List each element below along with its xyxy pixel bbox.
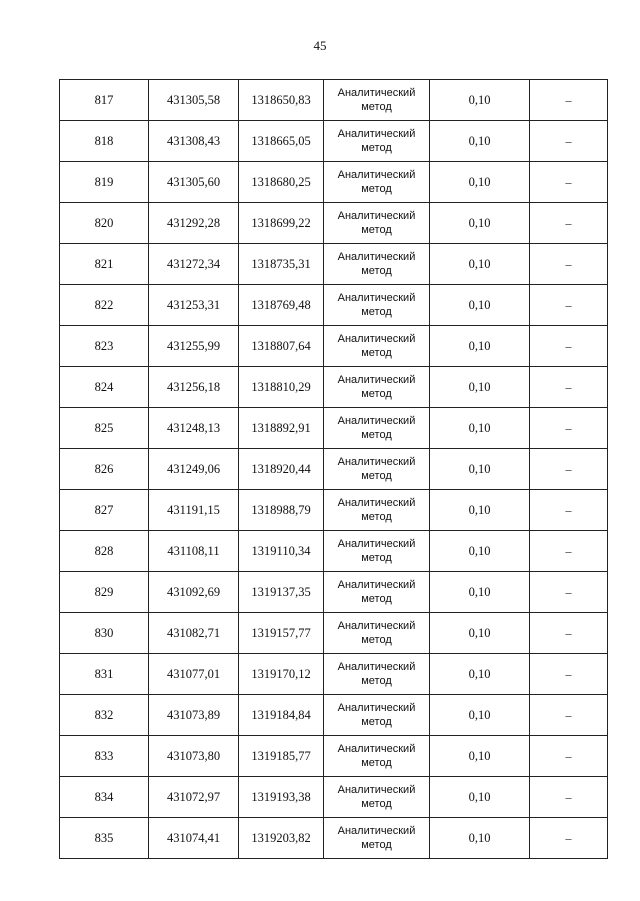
note-cell: – (530, 490, 608, 531)
method-line-2: метод (361, 511, 392, 523)
point-number-cell: 823 (60, 326, 149, 367)
method-line-1: Аналитический (337, 87, 416, 99)
method-line-2: метод (361, 224, 392, 236)
x-coordinate-cell: 431253,31 (149, 285, 239, 326)
method-line-1: Аналитический (337, 825, 416, 837)
table-row (60, 818, 608, 859)
y-coordinate-cell: 1318699,22 (239, 203, 324, 244)
method-cell (324, 654, 430, 695)
note-cell: – (530, 203, 608, 244)
method-line-1: Аналитический (337, 620, 416, 632)
method-cell (324, 695, 430, 736)
table-row (60, 285, 608, 326)
method-line-2: метод (361, 716, 392, 728)
method-line-1: Аналитический (337, 538, 416, 550)
method-cell (324, 367, 430, 408)
table-row (60, 449, 608, 490)
note-cell: – (530, 613, 608, 654)
method-line-1: Аналитический (337, 743, 416, 755)
accuracy-cell: 0,10 (430, 121, 530, 162)
note-cell: – (530, 531, 608, 572)
y-coordinate-cell: 1318920,44 (239, 449, 324, 490)
method-cell (324, 736, 430, 777)
accuracy-cell: 0,10 (430, 408, 530, 449)
table-row (60, 367, 608, 408)
point-number-cell: 833 (60, 736, 149, 777)
x-coordinate-cell: 431108,11 (149, 531, 239, 572)
method-cell (324, 203, 430, 244)
method-cell (324, 80, 430, 121)
accuracy-cell: 0,10 (430, 203, 530, 244)
table-row (60, 408, 608, 449)
method-line-2: метод (361, 183, 392, 195)
x-coordinate-cell: 431082,71 (149, 613, 239, 654)
method-line-1: Аналитический (337, 333, 416, 345)
x-coordinate-cell: 431255,99 (149, 326, 239, 367)
method-line-1: Аналитический (337, 661, 416, 673)
accuracy-cell: 0,10 (430, 736, 530, 777)
accuracy-cell: 0,10 (430, 285, 530, 326)
method-line-1: Аналитический (337, 292, 416, 304)
point-number-cell: 834 (60, 777, 149, 818)
table-row (60, 736, 608, 777)
x-coordinate-cell: 431305,60 (149, 162, 239, 203)
y-coordinate-cell: 1319203,82 (239, 818, 324, 859)
y-coordinate-cell: 1319184,84 (239, 695, 324, 736)
method-cell (324, 777, 430, 818)
method-line-1: Аналитический (337, 702, 416, 714)
point-number-cell: 832 (60, 695, 149, 736)
point-number-cell: 826 (60, 449, 149, 490)
accuracy-cell: 0,10 (430, 367, 530, 408)
x-coordinate-cell: 431249,06 (149, 449, 239, 490)
table-row (60, 531, 608, 572)
x-coordinate-cell: 431074,41 (149, 818, 239, 859)
y-coordinate-cell: 1319137,35 (239, 572, 324, 613)
method-line-1: Аналитический (337, 210, 416, 222)
accuracy-cell: 0,10 (430, 244, 530, 285)
table-row (60, 490, 608, 531)
method-cell (324, 613, 430, 654)
point-number-cell: 828 (60, 531, 149, 572)
page-number: 45 (313, 38, 327, 53)
y-coordinate-cell: 1318810,29 (239, 367, 324, 408)
method-line-2: метод (361, 429, 392, 441)
note-cell: – (530, 80, 608, 121)
point-number-cell: 831 (60, 654, 149, 695)
table-row (60, 572, 608, 613)
method-line-2: метод (361, 634, 392, 646)
y-coordinate-cell: 1318665,05 (239, 121, 324, 162)
y-coordinate-cell: 1318650,83 (239, 80, 324, 121)
method-cell (324, 572, 430, 613)
note-cell: – (530, 244, 608, 285)
x-coordinate-cell: 431092,69 (149, 572, 239, 613)
y-coordinate-cell: 1318735,31 (239, 244, 324, 285)
method-line-2: метод (361, 306, 392, 318)
y-coordinate-cell: 1319110,34 (239, 531, 324, 572)
table-row (60, 654, 608, 695)
method-line-1: Аналитический (337, 579, 416, 591)
method-line-2: метод (361, 593, 392, 605)
y-coordinate-cell: 1319185,77 (239, 736, 324, 777)
method-cell (324, 531, 430, 572)
table-row (60, 777, 608, 818)
point-number-cell: 817 (60, 80, 149, 121)
x-coordinate-cell: 431272,34 (149, 244, 239, 285)
method-line-2: метод (361, 757, 392, 769)
y-coordinate-cell: 1318769,48 (239, 285, 324, 326)
point-number-cell: 829 (60, 572, 149, 613)
note-cell: – (530, 285, 608, 326)
method-line-2: метод (361, 470, 392, 482)
x-coordinate-cell: 431256,18 (149, 367, 239, 408)
accuracy-cell: 0,10 (430, 818, 530, 859)
x-coordinate-cell: 431305,58 (149, 80, 239, 121)
method-line-2: метод (361, 101, 392, 113)
method-line-1: Аналитический (337, 169, 416, 181)
table-row (60, 121, 608, 162)
method-line-1: Аналитический (337, 415, 416, 427)
method-line-1: Аналитический (337, 456, 416, 468)
x-coordinate-cell: 431073,80 (149, 736, 239, 777)
table-row (60, 244, 608, 285)
point-number-cell: 835 (60, 818, 149, 859)
method-line-1: Аналитический (337, 374, 416, 386)
accuracy-cell: 0,10 (430, 326, 530, 367)
accuracy-cell: 0,10 (430, 490, 530, 531)
accuracy-cell: 0,10 (430, 80, 530, 121)
point-number-cell: 830 (60, 613, 149, 654)
accuracy-cell: 0,10 (430, 162, 530, 203)
x-coordinate-cell: 431077,01 (149, 654, 239, 695)
accuracy-cell: 0,10 (430, 572, 530, 613)
note-cell: – (530, 736, 608, 777)
table-body (60, 80, 608, 859)
method-line-2: метод (361, 388, 392, 400)
method-line-2: метод (361, 798, 392, 810)
x-coordinate-cell: 431292,28 (149, 203, 239, 244)
method-line-2: метод (361, 265, 392, 277)
method-cell (324, 326, 430, 367)
note-cell: – (530, 695, 608, 736)
accuracy-cell: 0,10 (430, 531, 530, 572)
table-row (60, 80, 608, 121)
note-cell: – (530, 326, 608, 367)
y-coordinate-cell: 1319193,38 (239, 777, 324, 818)
accuracy-cell: 0,10 (430, 654, 530, 695)
method-line-1: Аналитический (337, 128, 416, 140)
method-cell (324, 449, 430, 490)
method-line-2: метод (361, 552, 392, 564)
accuracy-cell: 0,10 (430, 695, 530, 736)
point-number-cell: 821 (60, 244, 149, 285)
note-cell: – (530, 367, 608, 408)
point-number-cell: 824 (60, 367, 149, 408)
x-coordinate-cell: 431073,89 (149, 695, 239, 736)
accuracy-cell: 0,10 (430, 777, 530, 818)
note-cell: – (530, 777, 608, 818)
y-coordinate-cell: 1318807,64 (239, 326, 324, 367)
table-row (60, 326, 608, 367)
method-cell (324, 244, 430, 285)
table-row (60, 162, 608, 203)
method-cell (324, 121, 430, 162)
point-number-cell: 825 (60, 408, 149, 449)
y-coordinate-cell: 1318988,79 (239, 490, 324, 531)
y-coordinate-cell: 1318892,91 (239, 408, 324, 449)
method-cell (324, 818, 430, 859)
method-cell (324, 408, 430, 449)
y-coordinate-cell: 1318680,25 (239, 162, 324, 203)
point-number-cell: 818 (60, 121, 149, 162)
method-line-2: метод (361, 142, 392, 154)
accuracy-cell: 0,10 (430, 613, 530, 654)
note-cell: – (530, 162, 608, 203)
x-coordinate-cell: 431308,43 (149, 121, 239, 162)
x-coordinate-cell: 431191,15 (149, 490, 239, 531)
point-number-cell: 822 (60, 285, 149, 326)
note-cell: – (530, 818, 608, 859)
note-cell: – (530, 408, 608, 449)
note-cell: – (530, 121, 608, 162)
method-line-2: метод (361, 839, 392, 851)
y-coordinate-cell: 1319170,12 (239, 654, 324, 695)
method-line-2: метод (361, 347, 392, 359)
note-cell: – (530, 654, 608, 695)
accuracy-cell: 0,10 (430, 449, 530, 490)
table-row (60, 613, 608, 654)
table-row (60, 695, 608, 736)
method-cell (324, 490, 430, 531)
note-cell: – (530, 572, 608, 613)
method-line-1: Аналитический (337, 251, 416, 263)
coordinates-table (59, 79, 608, 859)
x-coordinate-cell: 431072,97 (149, 777, 239, 818)
method-line-2: метод (361, 675, 392, 687)
y-coordinate-cell: 1319157,77 (239, 613, 324, 654)
method-cell (324, 162, 430, 203)
x-coordinate-cell: 431248,13 (149, 408, 239, 449)
point-number-cell: 820 (60, 203, 149, 244)
point-number-cell: 827 (60, 490, 149, 531)
note-cell: – (530, 449, 608, 490)
point-number-cell: 819 (60, 162, 149, 203)
table-row (60, 203, 608, 244)
method-line-1: Аналитический (337, 497, 416, 509)
method-cell (324, 285, 430, 326)
method-line-1: Аналитический (337, 784, 416, 796)
